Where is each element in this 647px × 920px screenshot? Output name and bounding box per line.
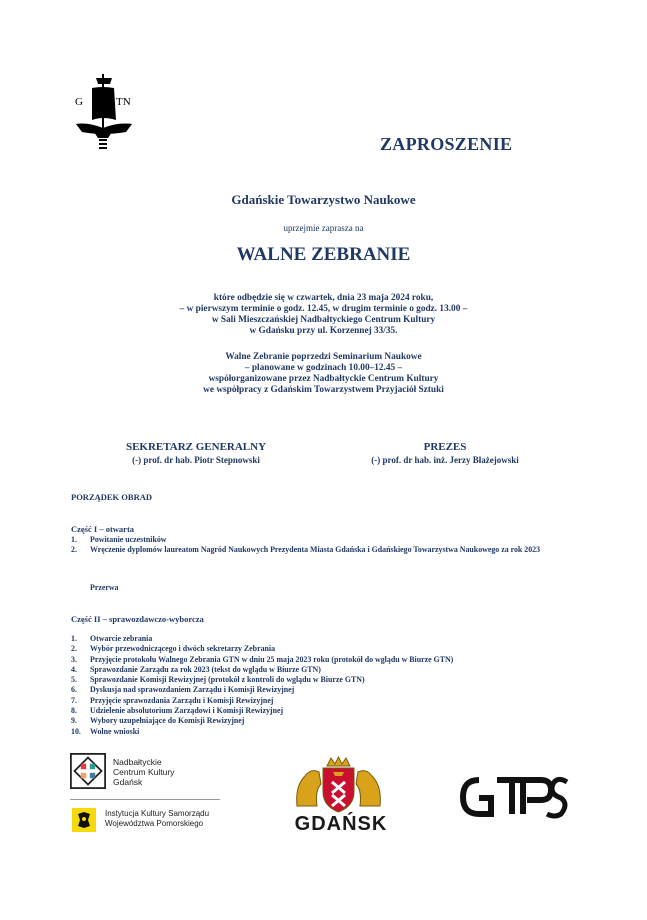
list-item: [71, 545, 571, 555]
item-number: 5.: [71, 675, 77, 685]
item-number: 2.: [71, 644, 77, 654]
ncck-name: [113, 757, 174, 787]
ncck-line: Nadbałtyckie: [113, 757, 162, 767]
item-text: Przyjęcie protokołu Walnego Zebrania GTN w dniu 25 maja 2023 roku (protokół do wglądu w Biurze GTN): [90, 654, 454, 664]
organization-name: Gdańskie Towarzystwo Naukowe: [231, 192, 416, 207]
item-text: Wybór przewodniczącego i dwóch sekretarzy Zebrania: [90, 644, 276, 654]
details-line: które odbędzie się w czwartek, dnia 23 maja 2024 roku,: [213, 293, 434, 303]
item-text: Sprawozdanie Komisji Rewizyjnej (protokół z kontroli do wglądu w Biurze GTN): [90, 675, 365, 685]
list-item: [71, 634, 571, 644]
seminar-line: współorganizowane przez Nadbałtyckie Centrum Kultury: [208, 374, 439, 384]
item-number: 1.: [71, 634, 77, 643]
list-item: [71, 685, 571, 695]
item-number: 8.: [71, 706, 77, 716]
item-number: 6.: [71, 685, 77, 695]
list-item: [71, 696, 571, 706]
signature-name: (-) prof. dr hab. inż. Jerzy Błażejowski: [371, 455, 519, 465]
footer-divider: [70, 799, 220, 800]
break-label: Przerwa: [90, 583, 119, 592]
agenda-part2-list: [71, 634, 571, 737]
list-item: [71, 665, 571, 675]
item-text: Przyjęcie sprawozdania Zarządu i Komisji Rewizyjnej: [90, 695, 274, 705]
gdansk-wordmark: GDAŃSK: [294, 813, 388, 835]
details-line: – w pierwszym terminie o godz. 12.45, w drugim terminie o godz. 13.00 –: [179, 304, 468, 314]
item-text: Sprawozdanie Zarządu za rok 2023 (tekst do wglądu w Biurze GTN): [90, 664, 321, 674]
item-text: Powitanie uczestników: [90, 535, 167, 544]
item-number: 1.: [71, 535, 77, 544]
ncck-line: Gdańsk: [113, 777, 143, 787]
item-text: Udzielenie absolutorium Zarządowi i Komisji Rewizyjnej: [90, 706, 284, 716]
svg-text:G: G: [75, 96, 83, 108]
agenda-part2-heading: Część II – sprawozdawczo-wyborcza: [71, 614, 204, 624]
pomorskie-text: [105, 809, 209, 829]
svg-text:TN: TN: [116, 96, 131, 108]
agenda-part1-heading: Część I – otwarta: [71, 524, 135, 534]
gtps-logo: [457, 774, 569, 820]
event-title: WALNE ZEBRANIE: [236, 244, 411, 265]
item-text: Otwarcie zebrania: [90, 634, 153, 643]
item-text: Wręczenie dyplomów laureatom Nagród Naukowych Prezydenta Miasta Gdańska i Gdańskiego Towarzystwa Naukowego za rok 2023: [90, 545, 541, 555]
list-item: [71, 706, 571, 716]
item-text: Wolne wnioski: [90, 726, 140, 736]
signature-role: PREZES: [423, 441, 467, 453]
list-item: [71, 644, 571, 654]
item-number: 7.: [71, 695, 77, 705]
list-item: [71, 716, 571, 726]
agenda-part1-list: [71, 535, 571, 556]
item-number: 3.: [71, 654, 77, 664]
ncck-logo: [70, 753, 106, 789]
ncck-line: Centrum Kultury: [113, 767, 175, 777]
list-item: [71, 675, 571, 685]
pomorskie-emblem-icon: [72, 808, 96, 832]
document-title: ZAPROSZENIE: [380, 134, 513, 154]
signature-role: SEKRETARZ GENERALNY: [125, 441, 267, 453]
item-text: Dyskusja nad sprawozdaniem Zarządu i Komisji Rewizyjnej: [90, 685, 295, 695]
signature-secretary: [70, 441, 322, 465]
meeting-details: [0, 293, 647, 337]
item-number: 4.: [71, 664, 77, 674]
item-number: 2.: [71, 545, 77, 555]
gdansk-crest-icon: [291, 756, 386, 814]
list-item: [71, 535, 571, 545]
list-item: [71, 655, 571, 665]
seminar-line: we współpracy z Gdańskim Towarzystwem Przyjaciół Sztuki: [203, 385, 444, 395]
item-text: Wybory uzupełniające do Komisji Rewizyjnej: [90, 716, 245, 726]
seminar-line: Walne Zebranie poprzedzi Seminarium Naukowe: [225, 352, 422, 362]
pomorskie-line: Województwa Pomorskiego: [105, 819, 204, 828]
pomorskie-line: Instytucja Kultury Samorządu: [105, 809, 210, 818]
invites-text: uprzejmie zaprasza na: [283, 223, 364, 233]
item-number: 10.: [71, 726, 81, 736]
gtn-ship-logo: [72, 72, 136, 152]
seminar-line: – planowane w godzinach 10.00–12.45 –: [244, 363, 403, 373]
signature-president: [325, 441, 565, 465]
details-line: w Sali Mieszczańskiej Nadbałtyckiego Centrum Kultury: [211, 315, 436, 325]
details-line: w Gdańsku przy ul. Korzennej 33/35.: [249, 326, 398, 336]
signature-name: (-) prof. dr hab. Piotr Stepnowski: [132, 455, 260, 465]
agenda-heading: PORZĄDEK OBRAD: [71, 492, 152, 502]
list-item: [71, 727, 571, 737]
item-number: 9.: [71, 716, 77, 726]
seminar-info: [0, 352, 647, 396]
